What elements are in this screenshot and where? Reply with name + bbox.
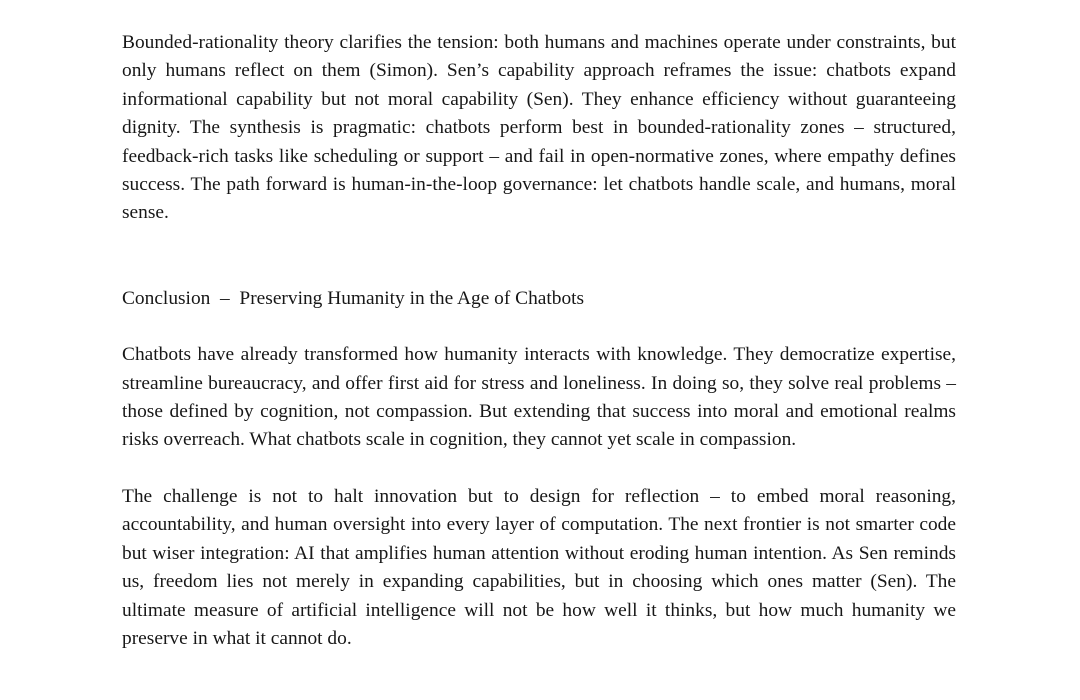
paragraph-the-challenge: The challenge is not to halt innovation but to design for reflection – to embed moral reasoning, accountability, and human oversight into every layer of computation. The next frontier is not smarter code but wiser integration: AI that amplifies human attention without eroding human intention. As Sen reminds us, freedom lies not merely in expanding capabilities, but in choosing which ones matter (Sen). The ultimate measure of artificial intelligence will not be how well it thinks, but how much humanity we preserve in what it cannot do. [122, 485, 956, 649]
paragraph-bounded-rationality: Bounded-rationality theory clarifies the tension: both humans and machines operate under constraints, but only humans reflect on them (Simon). Sen’s capability approach reframes the issue: chatbots expand informational capability but not moral capability (Sen). They enhance efficiency without guaranteeing dignity. The synthesis is pragmatic: chatbots perform best in bounded-rationality zones – structured, feedback-rich tasks like scheduling or support – and fail in open-normative zones, where empathy defines success. The path forward is human-in-the-loop governance: let chatbots handle scale, and humans, moral sense. [122, 32, 956, 224]
heading-conclusion: Conclusion – Preserving Humanity in the Age of Chatbots [122, 287, 585, 309]
paragraph-chatbots-transformed: Chatbots have already transformed how humanity interacts with knowledge. They democratize expertise, streamline bureaucracy, and offer first aid for stress and loneliness. In doing so, they solve real problems – those defined by cognition, not compassion. But extending that success into moral and emotional realms risks overreach. What chatbots scale in cognition, they cannot yet scale in compassion. [122, 344, 956, 451]
document-text-column [122, 0, 956, 653]
